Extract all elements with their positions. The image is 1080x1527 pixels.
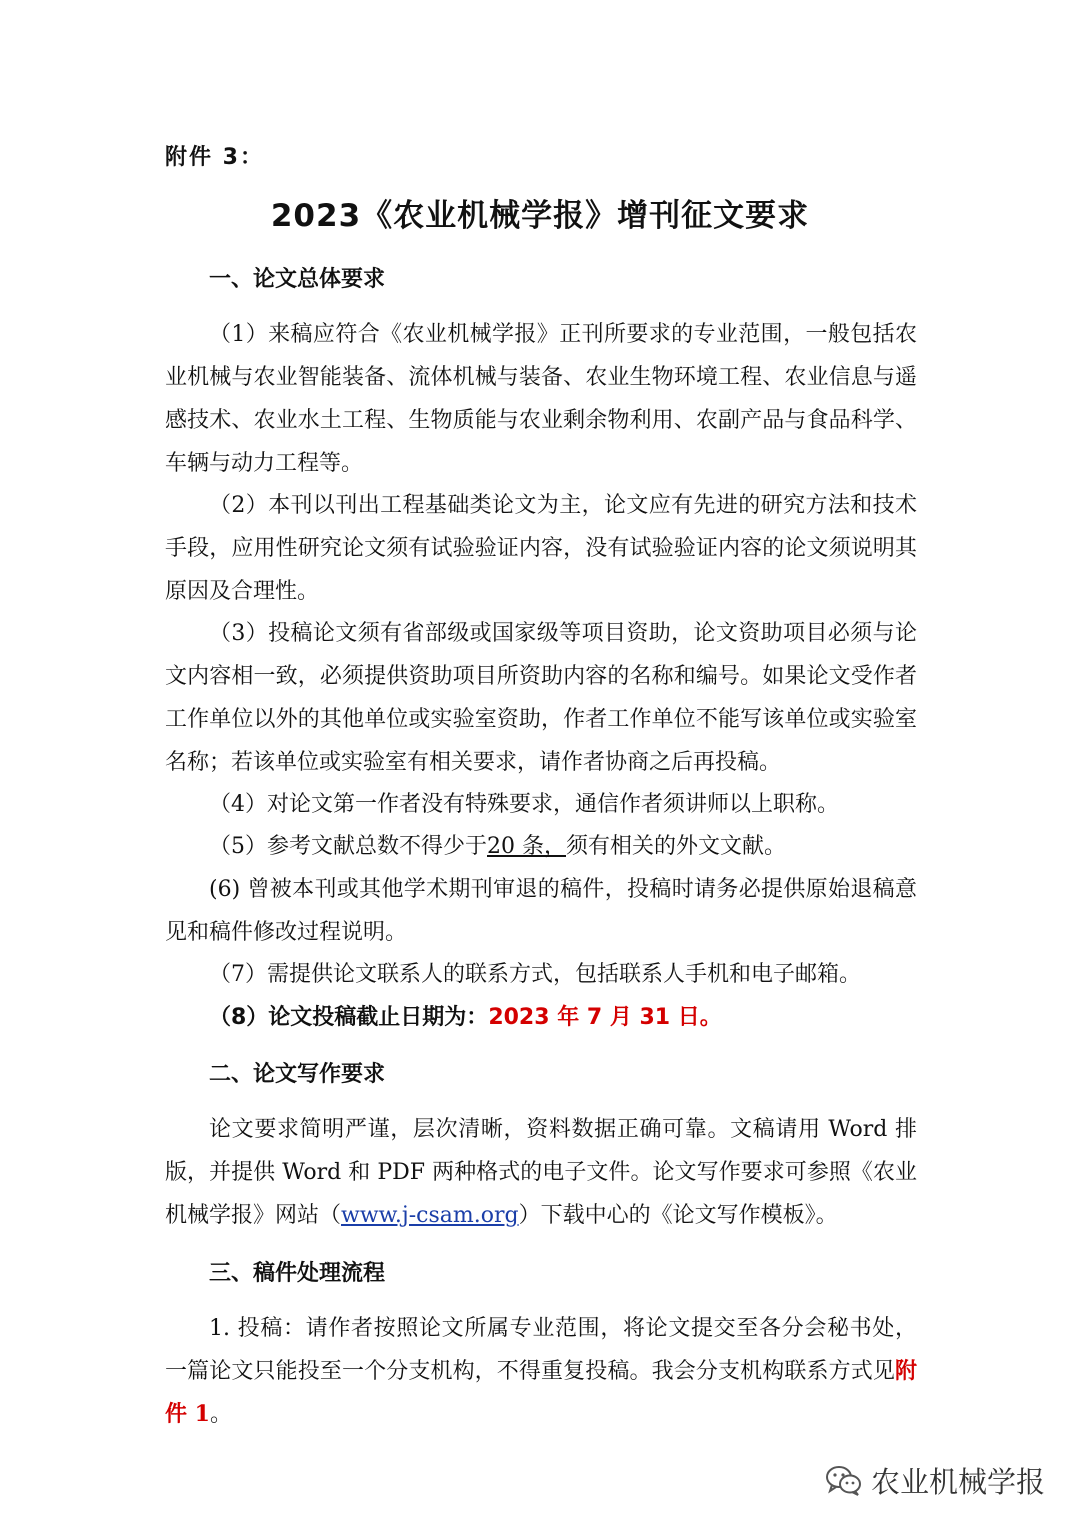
attachment-1-reference: 附件 1 xyxy=(165,1358,917,1427)
section-1-heading: 一、论文总体要求 xyxy=(209,267,386,292)
page-title: 2023《农业机械学报》增刊征文要求 xyxy=(270,198,810,234)
item-5-prefix: （5）参考文献总数不得少于 xyxy=(209,834,487,859)
requirement-item-6: (6) 曾被本刊或其他学术期刊审退的稿件，投稿时请务必提供原始退稿意见和稿件修改过程说明。 xyxy=(165,877,917,945)
process-item-1 xyxy=(165,1307,917,1436)
wechat-watermark xyxy=(825,1460,1045,1501)
requirement-item-1: （1）来稿应符合《农业机械学报》正刊所要求的专业范围，一般包括农业机械与农业智能装备、流体机械与装备、农业生物环境工程、农业信息与遥感技术、农业水土工程、生物质能与农业剩余物利用、农副产品与食品科学、车辆与动力工程等。 xyxy=(165,322,917,476)
requirement-item-8 xyxy=(165,996,917,1039)
process-item-1-end: 。 xyxy=(209,1402,232,1427)
watermark-text: 农业机械学报 xyxy=(870,1465,1045,1499)
website-link[interactable]: www.j-csam.org xyxy=(341,1203,519,1228)
requirement-item-3: （3）投稿论文须有省部级或国家级等项目资助，论文资助项目必须与论文内容相一致，必须提供资助项目所资助内容的名称和编号。如果论文受作者工作单位以外的其他单位或实验室资助，作者工作单位不能写该单位或实验室名称；若该单位或实验室有相关要求，请作者协商之后再投稿。 xyxy=(165,621,917,775)
writing-text-end: ）下载中心的《论文写作模板》。 xyxy=(518,1203,838,1228)
requirement-item-4: （4）对论文第一作者没有特殊要求，通信作者须讲师以上职称。 xyxy=(209,792,839,817)
writing-text: 论文要求简明严谨，层次清晰，资料数据正确可靠。文稿请用 Word 排版，并提供 Word 和 PDF 两种格式的电子文件。论文写作要求可参照《农业机械学报》网站（ xyxy=(165,1117,917,1228)
deadline-label: （8）论文投稿截止日期为： xyxy=(209,1005,489,1030)
requirement-item-5 xyxy=(165,825,917,868)
process-item-1-text: 1. 投稿：请作者按照论文所属专业范围，将论文提交至各分会秘书处，一篇论文只能投至一个分支机构，不得重复投稿。我会分支机构联系方式见 xyxy=(165,1316,917,1384)
attachment-label: 附件 3： xyxy=(165,145,264,170)
deadline-date: 2023 年 7 月 31 日。 xyxy=(488,1005,722,1030)
section-3-heading: 三、稿件处理流程 xyxy=(209,1261,386,1286)
item-5-suffix: 须有相关的外文文献。 xyxy=(566,834,787,859)
section-2-heading: 二、论文写作要求 xyxy=(209,1062,386,1087)
requirement-item-2: （2）本刊以刊出工程基础类论文为主，论文应有先进的研究方法和技术手段，应用性研究论文须有试验验证内容，没有试验验证内容的论文须说明其原因及合理性。 xyxy=(165,493,917,604)
wechat-icon xyxy=(825,1465,863,1497)
writing-requirements-paragraph xyxy=(165,1108,917,1237)
reference-count: 20 条， xyxy=(487,834,566,859)
requirement-item-7: （7）需提供论文联系人的联系方式，包括联系人手机和电子邮箱。 xyxy=(209,962,861,987)
